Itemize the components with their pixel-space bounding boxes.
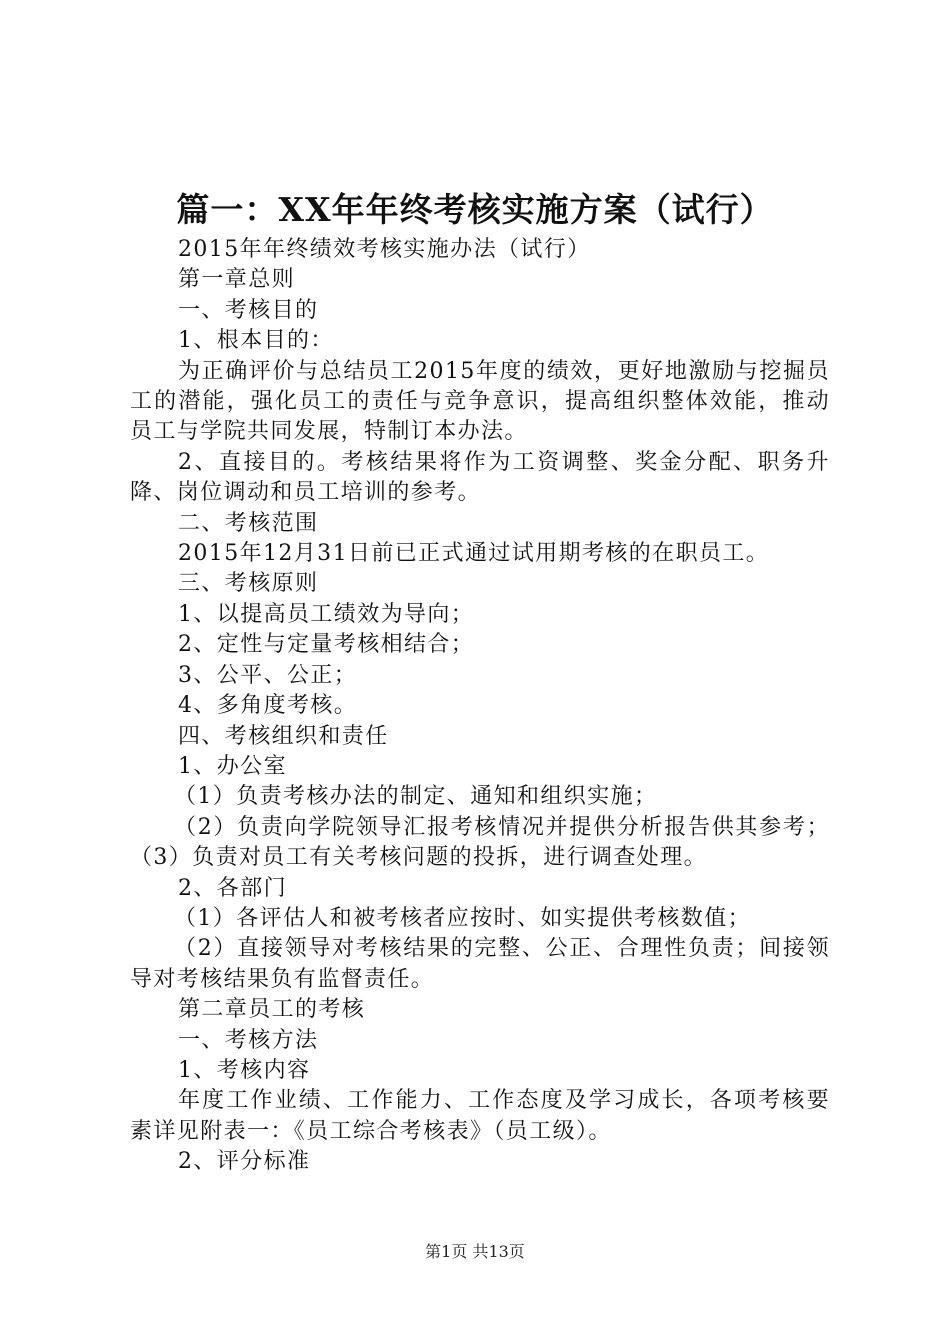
section-heading: 四、考核组织和责任 — [178, 723, 389, 749]
list-item: （2）负责向学院领导汇报考核情况并提供分析报告供其参考；（3）负责对员工有关考核问题的投拆，进行调查处理。 — [130, 814, 830, 871]
document-title: 篇一：XX年年终考核实施方案（试行） — [176, 190, 774, 229]
list-item: 1、以提高员工绩效为导向； — [178, 601, 475, 627]
document-body — [130, 235, 830, 1178]
section-heading: 二、考核范围 — [178, 510, 319, 536]
paragraph: 2、直接目的。考核结果将作为工资调整、奖金分配、职务升降、岗位调动和员工培训的参考。 — [130, 449, 830, 506]
paragraph: 2、评分标准 — [178, 1149, 311, 1175]
list-item: （1）负责考核办法的制定、通知和组织实施； — [174, 784, 658, 810]
list-item: 4、多角度考核。 — [178, 693, 358, 719]
chapter-heading: 第二章员工的考核 — [178, 997, 366, 1023]
list-item: （2）直接领导对考核结果的完整、公正、合理性负责；间接领导对考核结果负有监督责任。 — [130, 936, 830, 992]
paragraph: 1、办公室 — [178, 753, 287, 779]
paragraph: 2015年年终绩效考核实施办法（试行） — [178, 237, 591, 262]
paragraph: 2015年12月31日前已正式通过试用期考核的在职员工。 — [178, 541, 770, 567]
list-item: 3、公平、公正； — [178, 662, 358, 688]
paragraph: 年度工作业绩、工作能力、工作态度及学习成长，各项考核要素详见附表一：《员工综合考核表》（员工级）。 — [130, 1088, 830, 1144]
list-item: 2、定性与定量考核相结合； — [178, 632, 475, 658]
paragraph: 为正确评价与总结员工2015年度的绩效，更好地激励与挖掘员工的潜能，强化员工的责任与竞争意识，提高组织整体效能，推动员工与学院共同发展，特制订本办法。 — [130, 358, 830, 445]
paragraph: 1、根本目的： — [178, 328, 334, 354]
paragraph: 1、考核内容 — [178, 1057, 311, 1083]
paragraph: 2、各部门 — [178, 875, 287, 901]
section-heading: 一、考核方法 — [178, 1027, 319, 1053]
chapter-heading: 第一章总则 — [178, 267, 296, 293]
section-heading: 三、考核原则 — [178, 571, 319, 597]
list-item: （1）各评估人和被考核者应按时、如实提供考核数值； — [174, 905, 751, 931]
section-heading: 一、考核目的 — [178, 297, 319, 323]
page-number: 第1页 共13页 — [425, 1242, 525, 1261]
